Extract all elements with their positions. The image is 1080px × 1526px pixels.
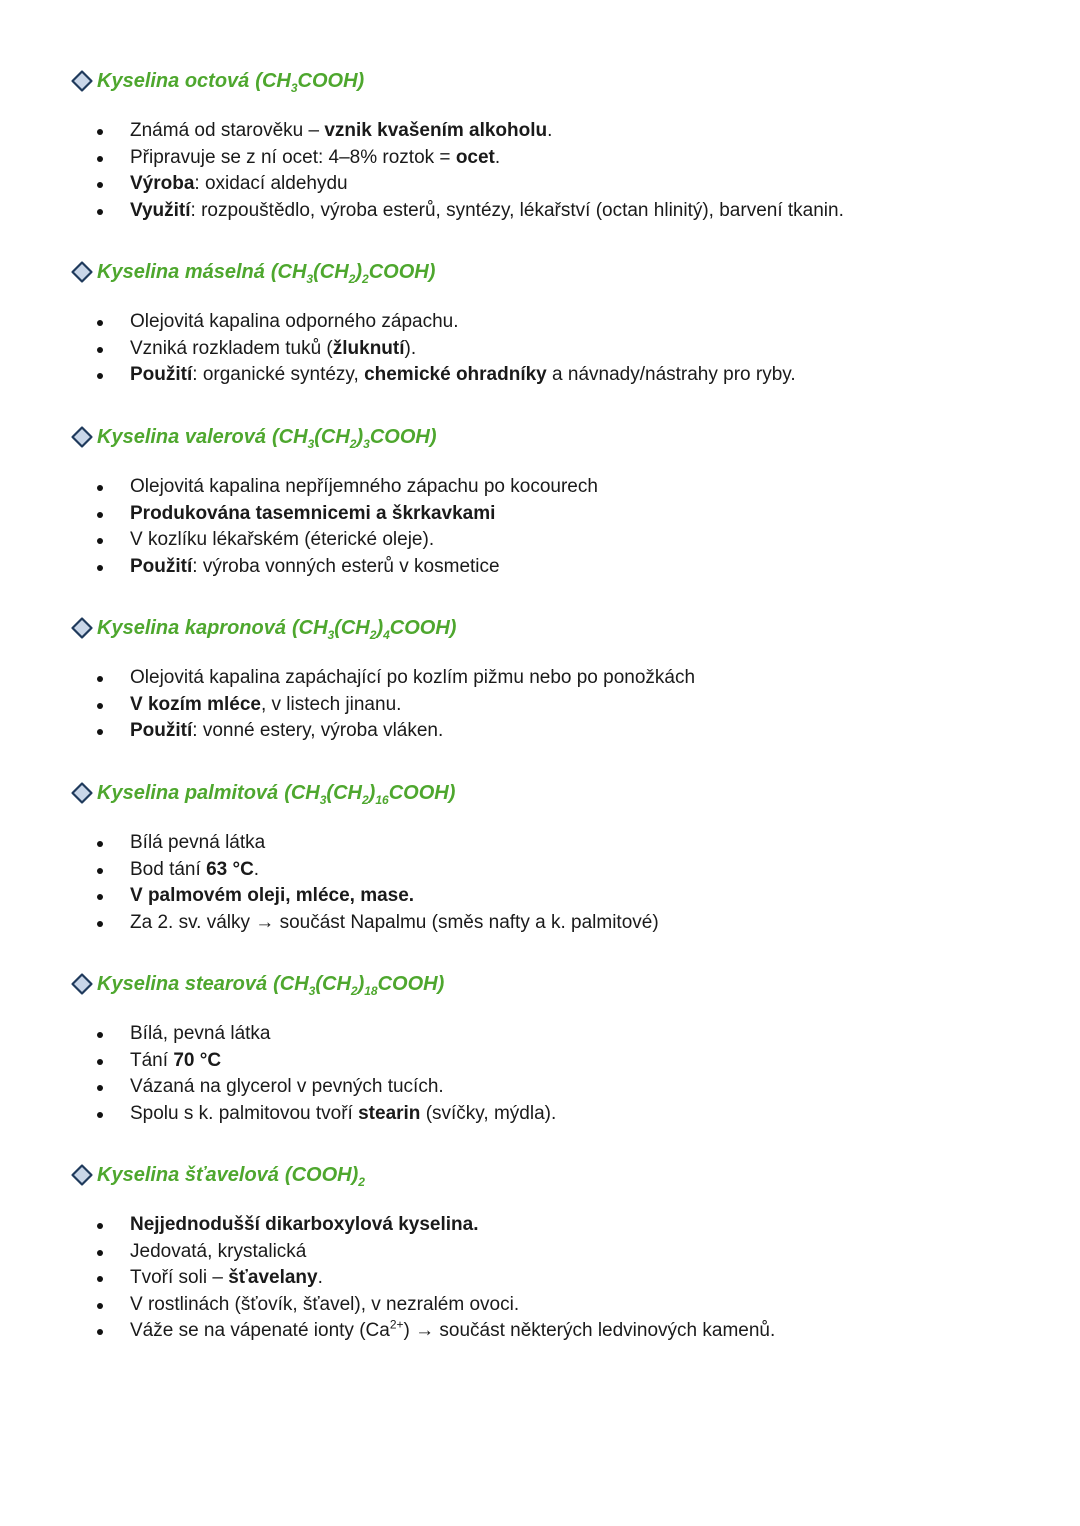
formula-part: ) (368, 781, 376, 804)
acid-section (70, 778, 1030, 936)
bullet-icon (97, 182, 103, 188)
bullet-icon (97, 538, 103, 544)
bold-text: V palmovém oleji, mléce, mase. (130, 885, 415, 907)
bullet-icon (97, 841, 103, 847)
item-text: . (317, 1267, 323, 1289)
bold-text: chemické ohradníky (364, 364, 547, 386)
item-text: Bílá pevná látka (130, 832, 266, 853)
diamond-icon (70, 425, 94, 449)
item-text: Jedovatá, krystalická (130, 1240, 307, 1262)
bold-text: vznik kvašením alkoholu (324, 120, 548, 141)
bullet-icon (97, 1112, 103, 1118)
list-item (70, 145, 1030, 172)
bold-text: Použití (130, 555, 193, 577)
diamond-icon (70, 69, 94, 93)
bullet-icon (97, 1059, 103, 1065)
fact-list (70, 830, 1030, 936)
bullet-icon (97, 1303, 103, 1309)
list-item (70, 692, 1030, 719)
list-item (70, 1239, 1030, 1266)
item-text: Váže se na vápenaté ionty (Ca (130, 1320, 390, 1342)
acid-formula (284, 782, 455, 805)
formula-part: COOH) (297, 69, 365, 92)
list-item (70, 501, 1030, 528)
diamond-icon (70, 781, 94, 805)
list-item (70, 474, 1030, 501)
bold-text: Využití (130, 199, 191, 221)
item-text: . (253, 858, 260, 880)
bold-text: Produkována tasemnicemi a škrkavkami (130, 502, 496, 524)
bullet-icon (97, 156, 103, 162)
item-text: : rozpouštědlo, výroba esterů, syntézy, lékařství (octan hlinitý), barvení tkanin. (190, 199, 844, 221)
section-heading (70, 1160, 1030, 1190)
item-text: . (494, 146, 501, 168)
formula-subscript: 2 (348, 271, 356, 286)
section-heading (70, 778, 1030, 808)
diamond-icon (70, 260, 94, 284)
formula-part: (CH (291, 616, 328, 639)
list-item (70, 1292, 1030, 1319)
bullet-icon (97, 1032, 103, 1038)
item-text: Vázaná na glycerol v pevných tucích. (130, 1076, 444, 1098)
section-heading (70, 257, 1030, 287)
formula-subscript: 3 (308, 983, 316, 998)
fact-list (70, 118, 1030, 224)
list-item (70, 362, 1030, 389)
bullet-icon (97, 1329, 103, 1335)
list-item (70, 1048, 1030, 1075)
list-item (70, 336, 1030, 363)
item-text: : vonné estery, výroba vláken. (192, 720, 444, 742)
bullet-icon (97, 565, 103, 571)
item-text: Spolu s k. palmitovou tvoří (130, 1102, 359, 1124)
list-item (70, 665, 1030, 692)
acid-name: Kyselina valerová (97, 425, 266, 448)
list-item (70, 198, 1030, 225)
fact-list (70, 1212, 1030, 1345)
item-text: : výroba vonných esterů v kosmetice (192, 555, 500, 577)
bullet-icon (97, 703, 103, 709)
formula-part: (CH (334, 616, 370, 639)
list-item (70, 118, 1030, 145)
formula-part: (CH (314, 425, 350, 448)
bold-text: V kozím mléce (130, 693, 261, 715)
item-text: Tvoří soli – (130, 1267, 229, 1289)
formula-subscript: 3 (306, 271, 314, 286)
item-text: ). (404, 337, 417, 359)
list-item (70, 1265, 1030, 1292)
section-heading (70, 613, 1030, 643)
formula-part: (CH (270, 260, 307, 283)
acid-name: Kyselina kapronová (97, 616, 286, 639)
acid-formula (272, 426, 437, 449)
section-heading (70, 66, 1030, 96)
item-text: Tání (130, 1049, 174, 1071)
item-text: Bod tání (130, 858, 207, 880)
item-text: ) → součást některých ledvinových kamenů. (403, 1320, 776, 1342)
bullet-icon (97, 485, 103, 491)
item-text: : oxidací aldehydu (194, 173, 348, 195)
list-item (70, 309, 1030, 336)
formula-part: (CH (284, 781, 320, 804)
list-item (70, 554, 1030, 581)
acid-name: Kyselina máselná (97, 260, 265, 283)
formula-part: ) (376, 616, 384, 639)
acid-formula (271, 261, 436, 284)
bold-text: 63 °C (206, 858, 254, 880)
formula-subscript: 2 (350, 983, 358, 998)
bullet-icon (97, 894, 103, 900)
formula-part: (CH (315, 972, 351, 995)
acid-formula (273, 973, 444, 996)
list-item (70, 910, 1030, 937)
bullet-icon (97, 921, 103, 927)
superscript-text: 2+ (389, 1318, 404, 1333)
bullet-icon (97, 1223, 103, 1229)
acid-name: Kyselina palmitová (97, 781, 279, 804)
bold-text: šťavelany (228, 1267, 318, 1289)
formula-subscript: 3 (307, 436, 315, 451)
formula-subscript: 3 (319, 792, 327, 807)
section-heading (70, 969, 1030, 999)
acid-section (70, 969, 1030, 1127)
bullet-icon (97, 1085, 103, 1091)
item-text: Olejovitá kapalina odporného zápachu. (130, 311, 459, 332)
formula-part: (COOH) (284, 1163, 359, 1186)
bullet-icon (97, 676, 103, 682)
acid-section (70, 1160, 1030, 1345)
fact-list (70, 1021, 1030, 1127)
fact-list (70, 309, 1030, 389)
formula-part: (CH (273, 972, 309, 995)
diamond-icon (70, 1163, 94, 1187)
item-text: Vzniká rozkladem tuků ( (130, 337, 333, 359)
bold-text: Nejjednodušší dikarboxylová kyselina. (130, 1214, 479, 1235)
item-text: (svíčky, mýdla). (420, 1102, 557, 1124)
formula-subscript: 4 (383, 627, 390, 642)
list-item (70, 1021, 1030, 1048)
acid-formula (285, 1164, 365, 1187)
bullet-icon (97, 1250, 103, 1256)
bold-text: Použití (130, 720, 193, 742)
list-item (70, 527, 1030, 554)
acid-name: Kyselina stearová (97, 972, 268, 995)
item-text: Bílá, pevná látka (130, 1023, 271, 1044)
acid-formula (255, 70, 364, 93)
formula-subscript: 18 (364, 983, 378, 998)
formula-subscript: 2 (362, 271, 369, 286)
formula-part: COOH) (389, 616, 457, 639)
bullet-icon (97, 373, 103, 379)
item-text: Olejovitá kapalina nepříjemného zápachu po kocourech (130, 476, 598, 497)
bold-text: stearin (358, 1102, 421, 1124)
item-text: Za 2. sv. války → součást Napalmu (směs nafty a k. palmitové) (130, 911, 659, 933)
bold-text: žluknutí (332, 337, 405, 359)
acid-section (70, 66, 1030, 224)
list-item (70, 1318, 1030, 1345)
list-item (70, 718, 1030, 745)
bullet-icon (97, 129, 103, 135)
fact-list (70, 474, 1030, 580)
list-item (70, 857, 1030, 884)
item-text: V kozlíku lékařském (éterické oleje). (130, 529, 435, 551)
bold-text: 70 °C (173, 1049, 222, 1071)
bullet-icon (97, 512, 103, 518)
acid-formula (292, 617, 457, 640)
item-text: : organické syntézy, (192, 364, 365, 386)
formula-part: COOH) (377, 972, 445, 995)
bullet-icon (97, 868, 103, 874)
acid-section (70, 422, 1030, 580)
formula-subscript: 16 (375, 792, 389, 807)
bullet-icon (97, 1276, 103, 1282)
item-text: Připravuje se z ní ocet: 4–8% roztok = (130, 146, 456, 168)
bullet-icon (97, 347, 103, 353)
item-text: Známá od starověku – (130, 120, 325, 141)
bullet-icon (97, 729, 103, 735)
item-text: V rostlinách (šťovík, šťavel), v nezralém ovoci. (130, 1293, 520, 1315)
formula-part: ) (357, 972, 365, 995)
formula-subscript: 3 (290, 80, 298, 95)
list-item (70, 1074, 1030, 1101)
formula-part: COOH) (388, 781, 456, 804)
item-text: , v listech jinanu. (260, 693, 402, 715)
formula-part: ) (356, 425, 364, 448)
formula-part: (CH (313, 260, 349, 283)
item-text: . (547, 120, 553, 141)
bold-text: Výroba (130, 173, 195, 195)
formula-subscript: 2 (358, 1174, 365, 1189)
list-item (70, 883, 1030, 910)
item-text: a návnady/nástrahy pro ryby. (546, 364, 796, 386)
acid-name: Kyselina octová (97, 69, 250, 92)
list-item (70, 1101, 1030, 1128)
bold-text: ocet (455, 146, 495, 168)
list-item (70, 830, 1030, 857)
acid-name: Kyselina šťavelová (97, 1163, 279, 1186)
formula-subscript: 2 (369, 627, 377, 642)
bold-text: Použití (130, 364, 193, 386)
bullet-icon (97, 209, 103, 215)
formula-subscript: 3 (327, 627, 335, 642)
formula-part: ) (355, 260, 363, 283)
acid-section (70, 613, 1030, 745)
diamond-icon (70, 972, 94, 996)
fact-list (70, 665, 1030, 745)
formula-part: (CH (272, 425, 308, 448)
formula-subscript: 3 (363, 436, 370, 451)
list-item (70, 1212, 1030, 1239)
acid-section (70, 257, 1030, 389)
formula-part: (CH (255, 69, 291, 92)
list-item (70, 171, 1030, 198)
formula-part: COOH) (368, 260, 436, 283)
section-heading (70, 422, 1030, 452)
diamond-icon (70, 616, 94, 640)
formula-part: COOH) (369, 425, 437, 448)
formula-subscript: 2 (361, 792, 369, 807)
formula-part: (CH (326, 781, 362, 804)
bullet-icon (97, 320, 103, 326)
formula-subscript: 2 (349, 436, 357, 451)
item-text: Olejovitá kapalina zapáchající po kozlím pižmu nebo po ponožkách (130, 667, 696, 688)
